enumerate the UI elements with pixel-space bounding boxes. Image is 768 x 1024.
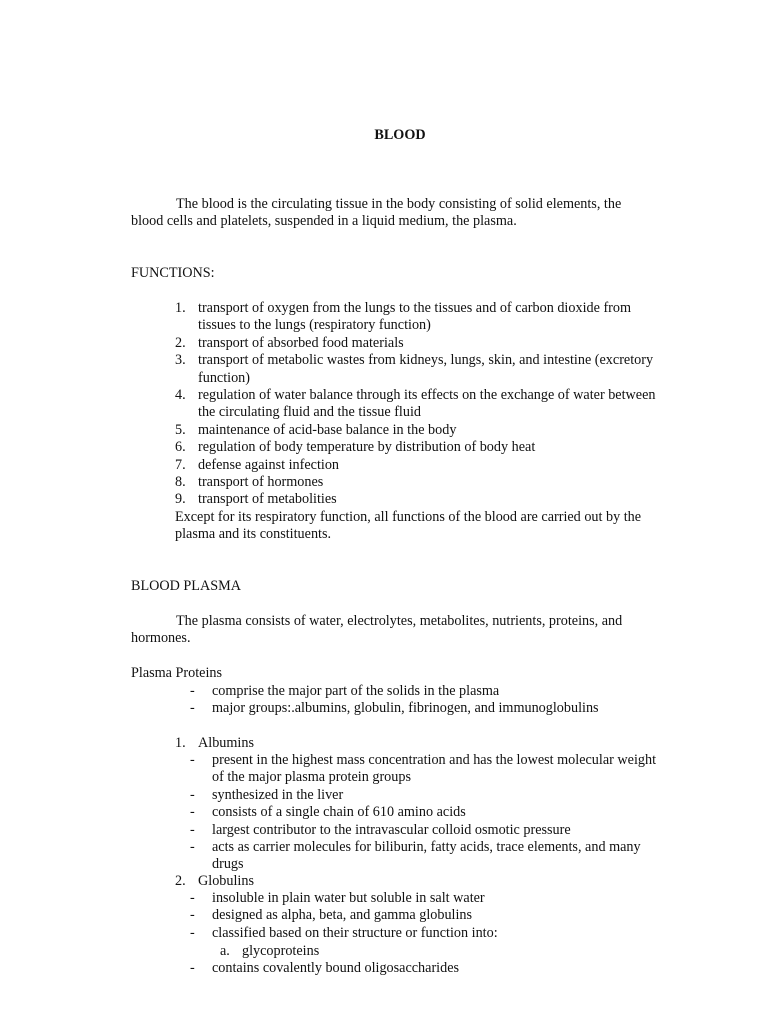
list-item: a. glycoproteins [220, 943, 320, 959]
plasma-proteins-heading: Plasma Proteins [131, 665, 223, 681]
list-item: - designed as alpha, beta, and gamma globulins [190, 907, 473, 924]
list-item: - insoluble in plain water but soluble in salt water [190, 890, 485, 906]
list-item: - synthesized in the liver [190, 786, 344, 803]
functions-list [175, 300, 665, 509]
plasma-heading: BLOOD PLASMA [131, 578, 241, 594]
list-item: - consists of a single chain of 610 amino acids [190, 804, 466, 821]
albumins-header [175, 735, 665, 752]
list-item: 3. transport of metabolic wastes from kidneys, lungs, skin, and intestine (excretory function) [175, 352, 654, 386]
list-item: 2. transport of absorbed food materials [175, 334, 404, 351]
list-item: 6. regulation of body temperature by distribution of body heat [175, 439, 536, 456]
list-item: 7. defense against infection [175, 456, 340, 473]
intro-paragraph: The blood is the circulating tissue in the body consisting of solid elements, the blood cells and platelets, suspended in a liquid medium, the plasma. [131, 196, 622, 230]
globulins-sublist [220, 943, 319, 960]
plasma-intro-paragraph: The plasma consists of water, electrolytes, metabolites, nutrients, proteins, and hormones. [131, 613, 623, 647]
globulins-header [175, 873, 665, 890]
page-title: BLOOD [374, 127, 426, 143]
plasma-proteins-list [190, 683, 660, 718]
list-item: 8. transport of hormones [175, 474, 324, 491]
list-item: - largest contributor to the intravascular colloid osmotic pressure [190, 821, 571, 838]
functions-note: Except for its respiratory function, all functions of the blood are carried out by the plasma and its constituents. [175, 509, 642, 543]
list-item: - contains covalently bound oligosaccharides [190, 960, 460, 976]
list-item: 4. regulation of water balance through its effects on the exchange of water between the circulating fluid and the tissue fluid [175, 387, 656, 421]
list-item: - classified based on their structure or function into: [190, 924, 498, 941]
albumins-list [190, 752, 660, 874]
list-item: 5. maintenance of acid-base balance in the body [175, 421, 457, 438]
list-item: 1. transport of oxygen from the lungs to the tissues and of carbon dioxide from tissues to the lungs (respiratory function) [175, 300, 632, 334]
globulins-list [190, 890, 660, 942]
globulins-list-continued [190, 960, 660, 977]
functions-heading: FUNCTIONS: [131, 265, 215, 281]
list-item: - major groups:.albumins, globulin, fibrinogen, and immunoglobulins [190, 700, 599, 717]
list-item: - comprise the major part of the solids in the plasma [190, 683, 500, 699]
list-item: 2. Globulins [175, 873, 254, 889]
list-item: - acts as carrier molecules for biliburin, fatty acids, trace elements, and many drugs [190, 839, 641, 873]
list-item: - present in the highest mass concentration and has the lowest molecular weight of the major plasma protein groups [190, 752, 657, 786]
list-item: 9. transport of metabolities [175, 491, 337, 508]
list-item: 1. Albumins [175, 735, 254, 751]
